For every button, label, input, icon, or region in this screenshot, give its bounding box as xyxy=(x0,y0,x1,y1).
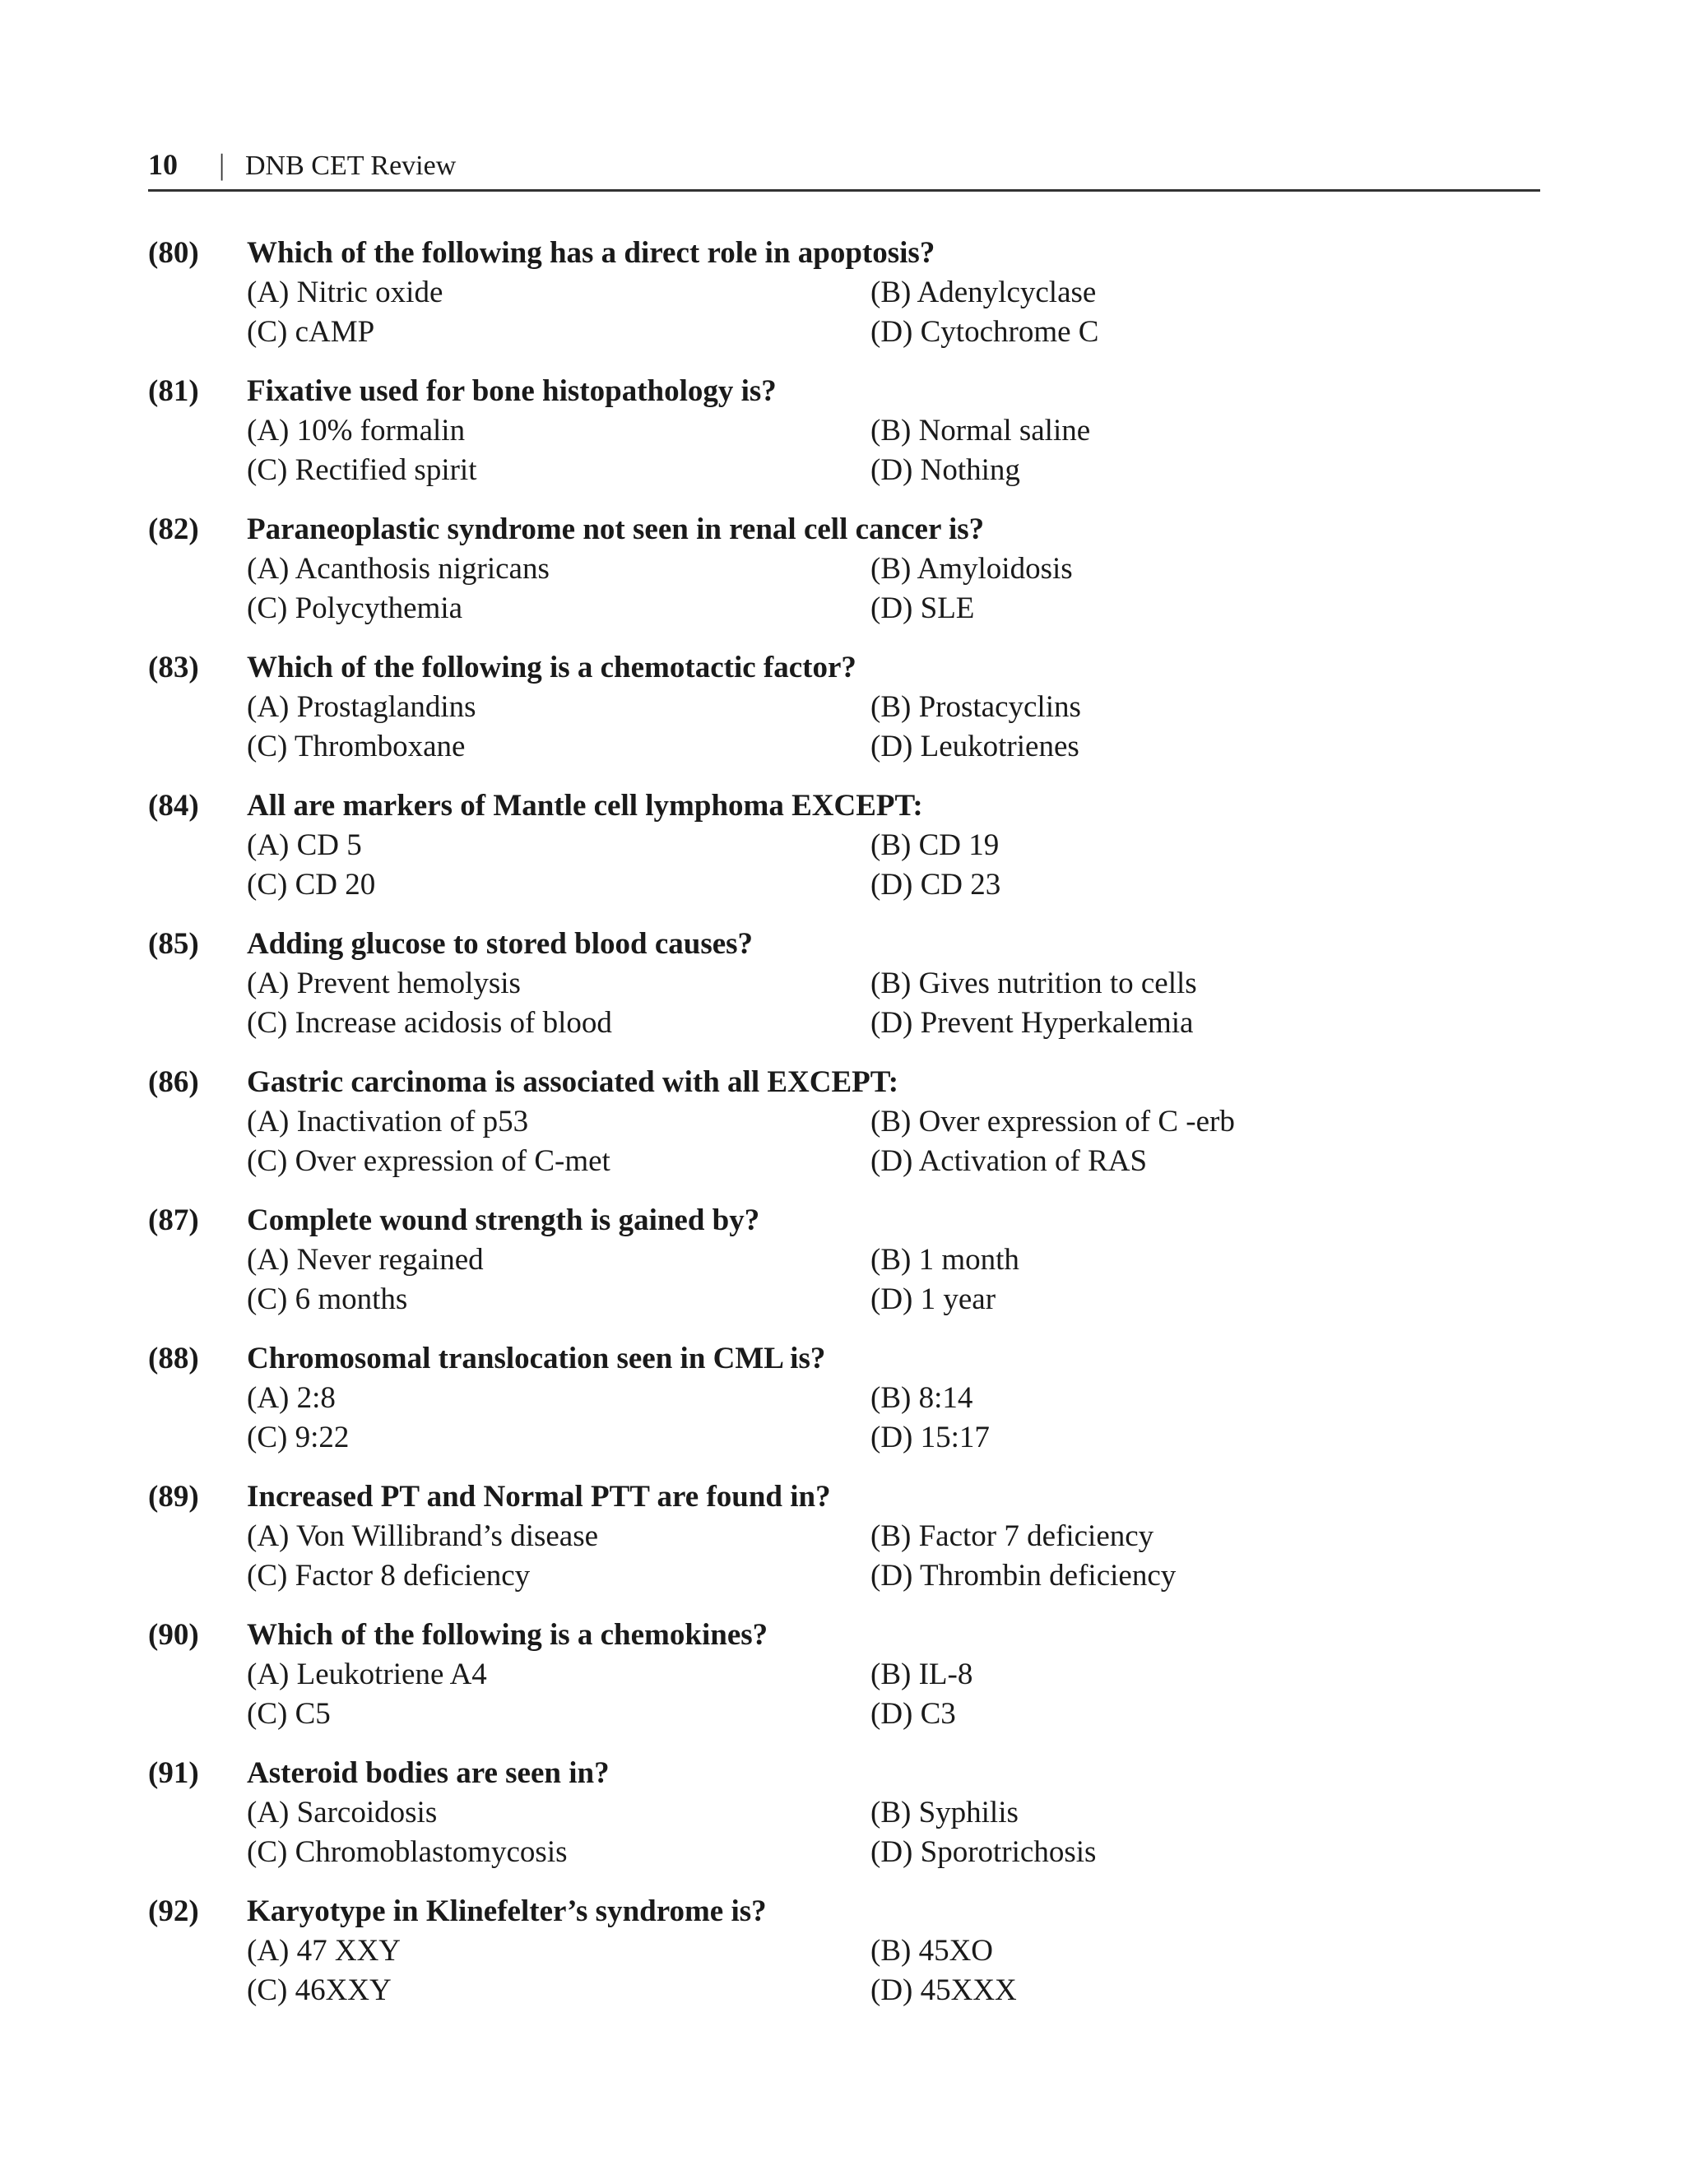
question-text: Complete wound strength is gained by? xyxy=(247,1203,760,1237)
option-a: (A) Never regained xyxy=(247,1243,484,1277)
question-number: (80) xyxy=(148,236,199,270)
option-d: (D) Prevent Hyperkalemia xyxy=(870,1006,1194,1040)
option-a: (A) Prevent hemolysis xyxy=(247,967,521,1000)
option-b: (B) Gives nutrition to cells xyxy=(870,967,1197,1000)
question-83 xyxy=(148,648,1547,786)
question-list xyxy=(148,234,1547,2030)
question-number: (89) xyxy=(148,1480,199,1514)
option-d: (D) C3 xyxy=(870,1697,956,1731)
option-a: (A) Acanthosis nigricans xyxy=(247,552,550,586)
question-number: (82) xyxy=(148,512,199,546)
question-number: (88) xyxy=(148,1342,199,1375)
option-d: (D) 15:17 xyxy=(870,1421,990,1454)
option-b: (B) Syphilis xyxy=(870,1796,1019,1829)
question-89 xyxy=(148,1477,1547,1616)
option-d: (D) 1 year xyxy=(870,1282,996,1316)
option-a: (A) CD 5 xyxy=(247,828,362,862)
question-number: (87) xyxy=(148,1203,199,1237)
question-number: (83) xyxy=(148,651,199,684)
option-b: (B) 8:14 xyxy=(870,1381,973,1415)
option-d: (D) Thrombin deficiency xyxy=(870,1559,1177,1593)
option-a: (A) 2:8 xyxy=(247,1381,336,1415)
question-text: Asteroid bodies are seen in? xyxy=(247,1756,610,1790)
option-c: (C) 46XXY xyxy=(247,1973,392,2007)
option-b: (B) Adenylcyclase xyxy=(870,276,1097,309)
question-text: Which of the following is a chemokines? xyxy=(247,1618,768,1652)
option-b: (B) Prostacyclins xyxy=(870,690,1081,724)
question-text: Adding glucose to stored blood causes? xyxy=(247,927,754,961)
option-d: (D) CD 23 xyxy=(870,868,1001,902)
question-text: Chromosomal translocation seen in CML is? xyxy=(247,1342,826,1375)
question-number: (86) xyxy=(148,1065,199,1099)
option-c: (C) 9:22 xyxy=(247,1421,350,1454)
question-84 xyxy=(148,786,1547,925)
question-81 xyxy=(148,372,1547,510)
option-a: (A) Prostaglandins xyxy=(247,690,476,724)
page-header xyxy=(148,146,1540,192)
option-d: (D) SLE xyxy=(870,591,975,625)
option-c: (C) 6 months xyxy=(247,1282,408,1316)
option-b: (B) IL-8 xyxy=(870,1658,973,1691)
option-c: (C) Factor 8 deficiency xyxy=(247,1559,531,1593)
option-a: (A) Von Willibrand’s disease xyxy=(247,1519,599,1553)
question-text: Fixative used for bone histopathology is? xyxy=(247,374,777,408)
option-a: (A) 47 XXY xyxy=(247,1934,402,1968)
question-91 xyxy=(148,1754,1547,1892)
question-text: Increased PT and Normal PTT are found in? xyxy=(247,1480,831,1514)
option-a: (A) Sarcoidosis xyxy=(247,1796,438,1829)
question-86 xyxy=(148,1063,1547,1201)
question-80 xyxy=(148,234,1547,372)
page-number: 10 xyxy=(148,148,178,181)
running-title: DNB CET Review xyxy=(245,151,457,181)
question-number: (90) xyxy=(148,1618,199,1652)
option-a: (A) Leukotriene A4 xyxy=(247,1658,487,1691)
question-text: Which of the following is a chemotactic factor? xyxy=(247,651,856,684)
option-d: (D) Leukotrienes xyxy=(870,730,1079,763)
option-a: (A) Inactivation of p53 xyxy=(247,1105,529,1138)
option-c: (C) Thromboxane xyxy=(247,730,466,763)
option-b: (B) CD 19 xyxy=(870,828,1000,862)
option-c: (C) cAMP xyxy=(247,315,375,349)
option-c: (C) C5 xyxy=(247,1697,331,1731)
question-number: (81) xyxy=(148,374,199,408)
option-c: (C) Polycythemia xyxy=(247,591,463,625)
option-b: (B) Normal saline xyxy=(870,414,1091,447)
question-text: Paraneoplastic syndrome not seen in renal cell cancer is? xyxy=(247,512,985,546)
question-85 xyxy=(148,925,1547,1063)
header-separator: | xyxy=(219,148,225,181)
option-c: (C) Increase acidosis of blood xyxy=(247,1006,612,1040)
option-b: (B) Factor 7 deficiency xyxy=(870,1519,1154,1553)
option-b: (B) 45XO xyxy=(870,1934,994,1968)
option-c: (C) Chromoblastomycosis xyxy=(247,1835,568,1869)
question-number: (85) xyxy=(148,927,199,961)
question-92 xyxy=(148,1892,1547,2030)
question-number: (91) xyxy=(148,1756,199,1790)
question-text: Which of the following has a direct role in apoptosis? xyxy=(247,236,935,270)
option-d: (D) 45XXX xyxy=(870,1973,1017,2007)
question-text: Karyotype in Klinefelter’s syndrome is? xyxy=(247,1894,767,1928)
question-88 xyxy=(148,1339,1547,1477)
question-text: Gastric carcinoma is associated with all EXCEPT: xyxy=(247,1065,899,1099)
question-number: (92) xyxy=(148,1894,199,1928)
option-d: (D) Cytochrome C xyxy=(870,315,1099,349)
option-b: (B) Amyloidosis xyxy=(870,552,1073,586)
option-a: (A) Nitric oxide xyxy=(247,276,443,309)
option-b: (B) Over expression of C -erb xyxy=(870,1105,1235,1138)
option-d: (D) Activation of RAS xyxy=(870,1144,1148,1178)
question-82 xyxy=(148,510,1547,648)
option-a: (A) 10% formalin xyxy=(247,414,466,447)
option-d: (D) Sporotrichosis xyxy=(870,1835,1097,1869)
option-d: (D) Nothing xyxy=(870,453,1020,487)
question-87 xyxy=(148,1201,1547,1339)
option-c: (C) Over expression of C-met xyxy=(247,1144,610,1178)
question-text: All are markers of Mantle cell lymphoma EXCEPT: xyxy=(247,789,923,823)
question-90 xyxy=(148,1616,1547,1754)
option-c: (C) Rectified spirit xyxy=(247,453,477,487)
option-b: (B) 1 month xyxy=(870,1243,1019,1277)
question-number: (84) xyxy=(148,789,199,823)
option-c: (C) CD 20 xyxy=(247,868,376,902)
